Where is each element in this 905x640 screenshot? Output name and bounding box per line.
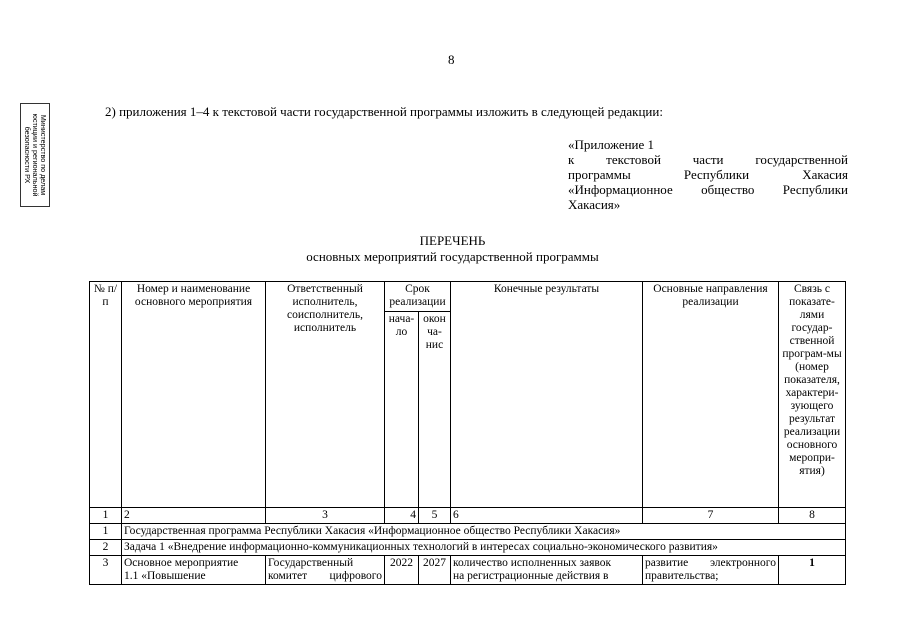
activity-name-line-1: Основное мероприятие [124,557,239,569]
document-subtitle: основных мероприятий государственной программы [306,249,599,264]
col-number-2: 2 [122,508,266,524]
header-name: Номер и наименование основного мероприятия [122,282,266,508]
col-number-8: 8 [779,508,846,524]
col-number-4: 4 [385,508,419,524]
registration-stamp [20,103,50,207]
appendix-line-3: программы Республики Хакасия [568,167,848,182]
table-row [90,524,846,540]
results-line-1: количество исполненных заявок [453,557,612,569]
executor-line-1: Государственный [268,557,354,569]
activity-name-cell [122,556,266,585]
row-number: 2 [90,540,122,556]
activity-name-line-2: 1.1 «Повышение [124,570,206,582]
activities-table [89,281,846,585]
directions-cell [643,556,779,585]
col-number-6: 6 [451,508,643,524]
row-number: 1 [90,524,122,540]
header-num: № п/п [90,282,122,508]
col-number-7: 7 [643,508,779,524]
program-title-cell: Государственная программа Республики Хакасия «Информационное общество Республики Хакасия» [122,524,846,540]
document-title: ПЕРЕЧЕНЬ [419,233,486,248]
header-period: Срок реализации [385,282,451,312]
table-row [90,556,846,585]
header-exec: Ответственный исполнитель, соисполнитель, исполнитель [266,282,385,508]
column-number-row [90,508,846,524]
col-number-3: 3 [266,508,385,524]
results-cell [451,556,643,585]
intro-paragraph: 2) приложения 1–4 к текстовой части государственной программы изложить в следующей редакции: [105,104,663,119]
appendix-line-4: «Информационное общество Республики [568,182,848,197]
executor-line-2: комитет цифрового [268,570,382,582]
col-number-5: 5 [419,508,451,524]
stamp-text: Министерство по делам юстиции и региональной безопасности РХ [23,113,48,197]
executor-cell [266,556,385,585]
table-row [90,540,846,556]
directions-line-1: развитие электронного [645,557,776,569]
appendix-note [568,137,848,212]
page-number: 8 [448,52,455,67]
task-title-cell: Задача 1 «Внедрение информационно-коммуникационных технологий в интересах социально-экономического развития» [122,540,846,556]
col-number-1: 1 [90,508,122,524]
header-start: нача-ло [385,312,419,508]
row-number: 3 [90,556,122,585]
appendix-line-1: «Приложение 1 [568,137,655,152]
end-year-cell: 2027 [419,556,451,585]
directions-line-2: правительства; [645,570,719,582]
header-end: окон ча-нис [419,312,451,508]
header-link: Связь с показате-лями государ-ственной програм-мы (номер показателя, характери-зующего результат реализации основного меропри-ятия) [779,282,846,508]
appendix-line-2: к текстовой части государственной [568,152,848,167]
appendix-line-5: Хакасия» [568,197,621,212]
header-results: Конечные результаты [451,282,643,508]
indicator-link-cell: 1 [779,556,846,585]
results-line-2: на регистрационные действия в [453,570,609,582]
table-header-row [90,282,846,312]
start-year-cell: 2022 [385,556,419,585]
header-directions: Основные направления реализации [643,282,779,508]
